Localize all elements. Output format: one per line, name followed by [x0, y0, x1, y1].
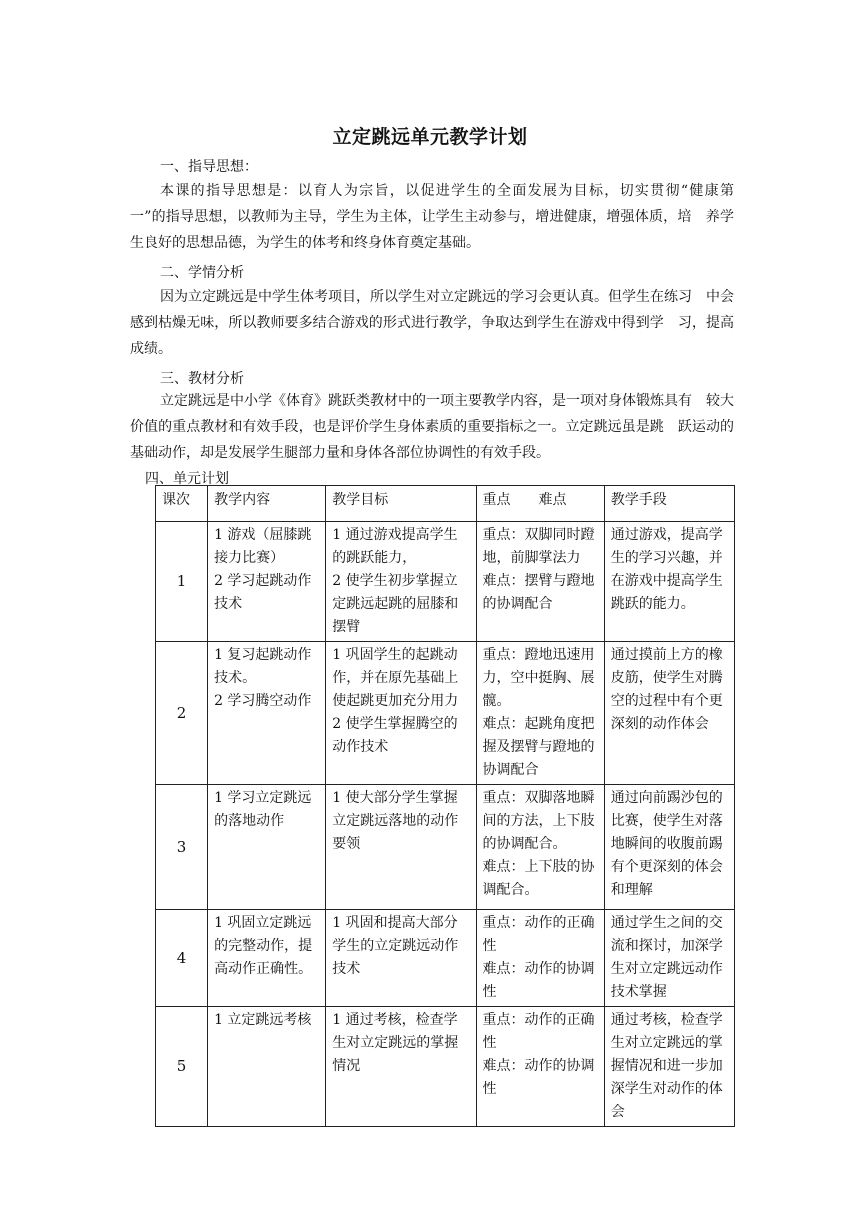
- method-line: 通过考核，检查学生对立定跳远的掌握情况和进一步加深学生对动作的体会: [610, 1012, 723, 1120]
- lesson-method: [604, 785, 734, 910]
- lesson-number: 4: [156, 910, 208, 1007]
- goal-line: 1 通过考核，检查学生对立定跳远的掌握情况: [332, 1012, 459, 1074]
- content-line: 2 学习起跳动作技术: [214, 573, 312, 612]
- table-row: [156, 785, 735, 910]
- difficulty-line: 难点：上下肢的协调配合。: [482, 859, 595, 898]
- lesson-method: [604, 910, 734, 1007]
- header-key-difficulty: 重点 难点: [476, 486, 604, 522]
- lesson-content: [208, 910, 326, 1007]
- document-title: 立定跳远单元教学计划: [332, 126, 528, 148]
- lesson-key-difficulty: [476, 642, 604, 785]
- key-line: 重点：动作的正确性: [482, 915, 595, 954]
- lesson-number: 5: [156, 1007, 208, 1127]
- lesson-goal: [326, 1007, 476, 1127]
- section-heading-guiding-thought: 一、指导思想：: [160, 159, 258, 175]
- lesson-content: [208, 642, 326, 785]
- key-line: 重点：双脚落地瞬间的方法，上下肢的协调配合。: [482, 790, 595, 852]
- lesson-method: [604, 522, 734, 642]
- header-content: 教学内容: [208, 486, 326, 522]
- content-line: 1 巩固立定跳远的完整动作，提高动作正确性。: [214, 915, 313, 977]
- goal-line: 2 使学生初步掌握立定跳远起跳的屈膝和摆臂: [332, 573, 459, 635]
- difficulty-line: 难点：动作的协调性: [482, 961, 595, 1000]
- lesson-content: [208, 522, 326, 642]
- lesson-goal: [326, 522, 476, 642]
- table-row: [156, 1007, 735, 1127]
- lesson-key-difficulty: [476, 910, 604, 1007]
- goal-line: 1 巩固和提高大部分学生的立定跳远动作技术: [332, 915, 459, 977]
- unit-plan-table: [155, 485, 735, 1127]
- lesson-key-difficulty: [476, 785, 604, 910]
- content-line: 1 立定跳远考核: [214, 1012, 312, 1028]
- table-row: [156, 522, 735, 642]
- header-lesson-number: 课次: [156, 486, 208, 522]
- table-header-row: [156, 486, 735, 522]
- goal-line: 1 使大部分学生掌握立定跳远落地的动作要领: [332, 790, 459, 852]
- lesson-number: 1: [156, 522, 208, 642]
- content-line: 1 学习立定跳远的落地动作: [214, 790, 312, 829]
- section-heading-unit-plan: 四、单元计划: [145, 471, 229, 487]
- difficulty-line: 难点：动作的协调性: [482, 1058, 595, 1097]
- lesson-method: [604, 1007, 734, 1127]
- table-row: [156, 910, 735, 1007]
- key-line: 重点：蹬地迅速用力，空中挺胸、展髋。: [482, 647, 595, 709]
- lesson-goal: [326, 785, 476, 910]
- content-line: 1 游戏（屈膝跳接力比赛）: [214, 527, 312, 566]
- section-heading-material-analysis: 三、教材分析: [160, 371, 244, 387]
- goal-line: 1 通过游戏提高学生的跳跃能力，: [332, 527, 458, 566]
- header-goal: 教学目标: [326, 486, 476, 522]
- section-body-guiding-thought: 本课的指导思想是：以育人为宗旨，以促进学生的全面发展为目标，切实贯彻“健康第 一”的指导思想，以教师为主导，学生为主体，让学生主动参与，增进健康，增强体质，培 养学生良好的思想品德，为学生的体考和终身体育奠定基础。: [130, 183, 748, 251]
- method-line: 通过学生之间的交流和探讨，加深学生对立定跳远动作技术掌握: [610, 915, 723, 1000]
- lesson-content: [208, 1007, 326, 1127]
- key-line: 重点：动作的正确性: [482, 1012, 595, 1051]
- method-line: 通过摸前上方的橡皮筋，使学生对腾空的过程中有个更深刻的动作体会: [610, 647, 723, 732]
- difficulty-line: 难点：摆臂与蹬地的协调配合: [482, 573, 595, 612]
- method-line: 通过向前踢沙包的比赛，使学生对落地瞬间的收腹前踢有个更深刻的体会和理解: [610, 790, 723, 898]
- content-line: 1 复习起跳动作技术。: [214, 647, 312, 686]
- table-row: [156, 642, 735, 785]
- content-line: 2 学习腾空动作: [214, 693, 312, 709]
- key-line: 重点：双脚同时蹬地，前脚掌法力: [482, 527, 595, 566]
- goal-line: 2 使学生掌握腾空的动作技术: [332, 716, 458, 755]
- goal-line: 1 巩固学生的起跳动作，并在原先基础上使起跳更加充分用力: [332, 647, 459, 709]
- lesson-content: [208, 785, 326, 910]
- section-body-material-analysis: 立定跳远是中小学《体育》跳跃类教材中的一项主要教学内容，是一项对身体锻炼具有 较大价值的重点教材和有效手段，也是评价学生身体素质的重要指标之一。立定跳远虽是跳 跃运动的基础动作，却是发展学生腿部力量和身体各部位协调性的有效手段。: [130, 393, 734, 461]
- lesson-number: 2: [156, 642, 208, 785]
- lesson-method: [604, 642, 734, 785]
- difficulty-line: 难点：起跳角度把握及摆臂与蹬地的协调配合: [482, 716, 595, 778]
- lesson-key-difficulty: [476, 1007, 604, 1127]
- lesson-key-difficulty: [476, 522, 604, 642]
- method-line: 通过游戏，提高学生的学习兴趣，并在游戏中提高学生跳跃的能力。: [610, 527, 723, 612]
- section-body-student-analysis: 因为立定跳远是中学生体考项目，所以学生对立定跳远的学习会更认真。但学生在练习 中会感到枯燥无味，所以教师要多结合游戏的形式进行教学，争取达到学生在游戏中得到学 习，提高成绩。: [130, 289, 734, 357]
- lesson-goal: [326, 642, 476, 785]
- section-heading-student-analysis: 二、学情分析: [160, 265, 244, 281]
- lesson-goal: [326, 910, 476, 1007]
- header-method: 教学手段: [604, 486, 734, 522]
- lesson-number: 3: [156, 785, 208, 910]
